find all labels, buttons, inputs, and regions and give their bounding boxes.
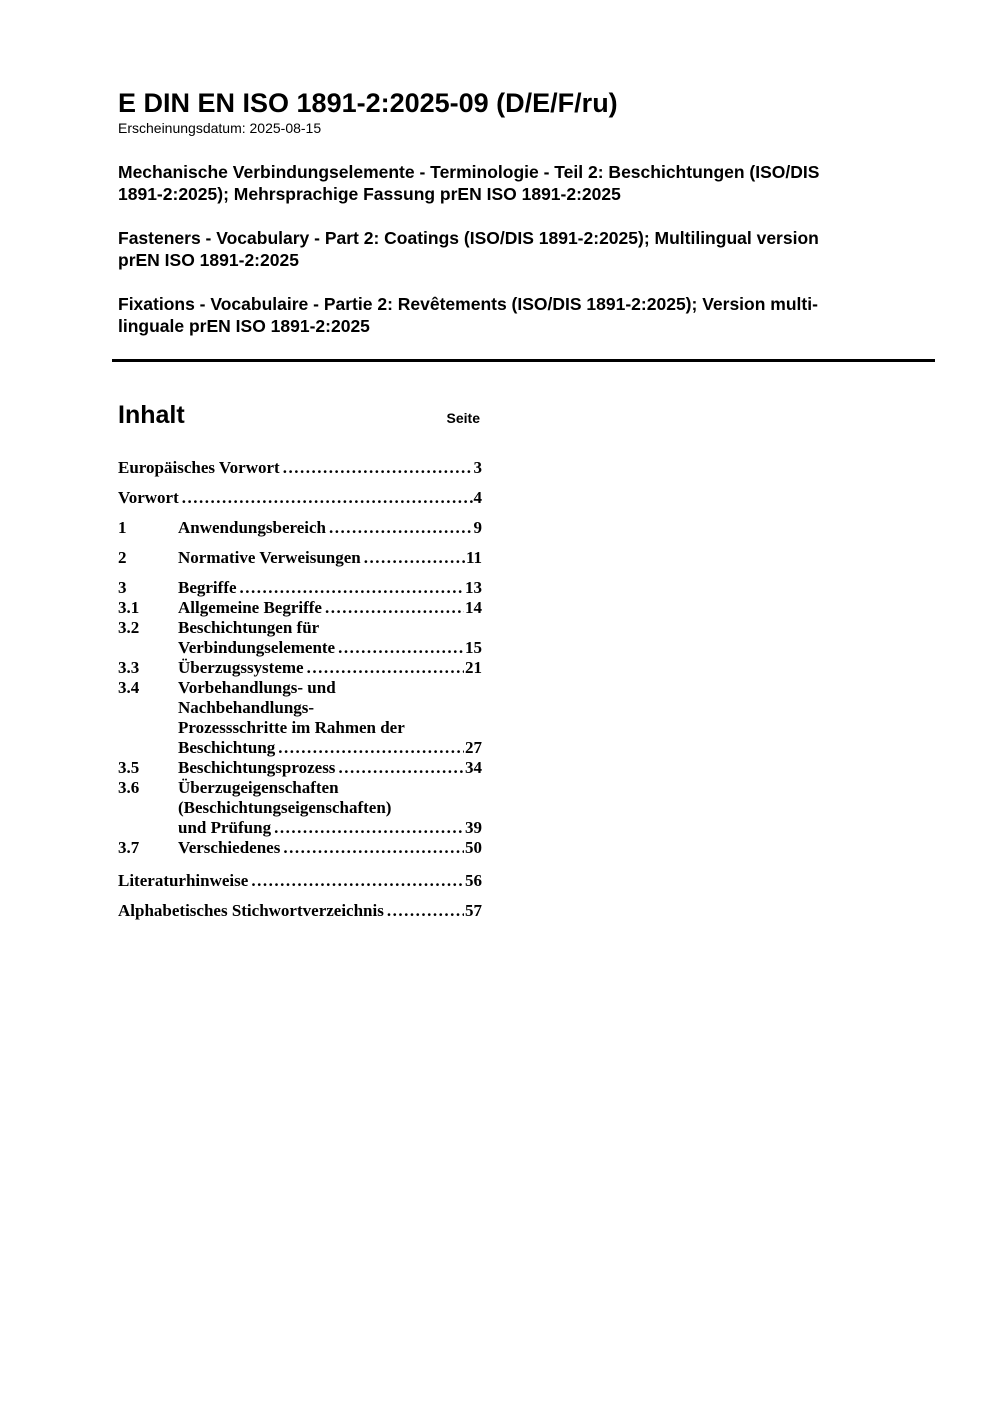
toc-entry-label: Verbindungselemente [178,638,336,657]
toc-entry-number: 3.3 [118,658,140,677]
contents-page-column-label: Seite [446,410,480,426]
toc-entry-line [178,618,482,638]
toc-entry-line [178,638,482,658]
title-french [118,293,936,337]
toc-entry [118,548,482,568]
toc-entry-label: Vorwort [118,488,179,507]
title-german-line-2: 1891-2:2025); Mehrsprachige Fassung prEN ISO 1891-2:2025 [118,184,621,204]
toc-entry [118,678,482,758]
toc-leader-dots [329,518,473,538]
toc-entry [118,658,482,678]
table-of-contents [118,401,482,921]
toc-entry-number: 3.2 [118,618,140,637]
toc-entry-line [178,718,482,738]
toc-entry-label: Beschichtung [178,738,276,757]
toc-entry [118,458,482,478]
toc-entry-line [178,758,482,778]
toc-leader-dots [387,901,464,921]
toc-page-number: 50 [465,838,482,857]
title-german [118,161,936,205]
toc-entry-line [178,578,482,598]
toc-entry-line [178,778,482,798]
toc-page-number: 34 [465,758,482,777]
toc-entry [118,578,482,598]
title-english [118,227,936,271]
toc-leader-dots [338,638,464,658]
toc-entry [118,518,482,538]
toc-entry [118,778,482,838]
toc-page-number: 3 [473,458,482,477]
toc-leader-dots [278,738,464,758]
title-english-line-1: Fasteners - Vocabulary - Part 2: Coatings (ISO/DIS 1891-2:2025); Multilingual version [118,228,819,248]
toc-page-number: 21 [465,658,482,677]
toc-page-number: 39 [465,818,482,837]
toc-leader-dots [307,658,464,678]
toc-entry-label: Alphabetisches Stichwortverzeichnis [118,901,384,920]
toc-entry-label: Überzugssysteme [178,658,304,677]
toc-entry-number: 3.4 [118,678,140,697]
toc-entry-label: Beschichtungen für [178,618,320,637]
toc-entry-line [118,488,482,508]
toc-entry [118,901,482,921]
toc-entry-label: Literaturhinweise [118,871,249,890]
toc-entry-label: Nachbehandlungs- [178,698,315,717]
toc-entry-label: Europäisches Vorwort [118,458,280,477]
toc-entry-line [118,871,482,891]
toc-entry-number: 2 [118,548,127,567]
toc-page-number: 57 [465,901,482,920]
contents-heading: Inhalt [118,401,185,429]
title-german-line-1: Mechanische Verbindungselemente - Terminologie - Teil 2: Beschichtungen (ISO/DIS [118,162,820,182]
toc-entry-label: (Beschichtungseigenschaften) [178,798,392,817]
toc-page-number: 14 [465,598,482,617]
toc-entry-label: und Prüfung [178,818,272,837]
toc-leader-dots [364,548,465,568]
title-english-line-2: prEN ISO 1891-2:2025 [118,250,299,270]
toc-entry-line [178,518,482,538]
toc-entry [118,598,482,618]
toc-page-number: 9 [473,518,482,537]
toc-entry-line [178,598,482,618]
toc-entry-line [178,838,482,858]
toc-entry [118,618,482,658]
toc-entry-label: Normative Verweisungen [178,548,361,567]
toc-entry-line [178,798,482,818]
toc-page-number: 15 [465,638,482,657]
publication-date: Erscheinungsdatum: 2025-08-15 [118,120,322,136]
toc-entry-line [178,818,482,838]
toc-entry-line [178,548,482,568]
toc-leader-dots [325,598,464,618]
toc-entry-number: 3.1 [118,598,140,617]
standard-number-title: E DIN EN ISO 1891-2:2025-09 (D/E/F/ru) [118,88,618,118]
toc-entry-label: Allgemeine Begriffe [178,598,322,617]
toc-entry-line [178,658,482,678]
title-french-line-2: linguale prEN ISO 1891-2:2025 [118,316,370,336]
toc-page-number: 11 [465,548,482,567]
toc-entry-number: 3 [118,578,127,597]
toc-entry-label: Vorbehandlungs- und [178,678,336,697]
toc-entry-label: Anwendungsbereich [178,518,326,537]
toc-leader-dots [182,488,473,508]
toc-entry-label: Beschichtungsprozess [178,758,336,777]
toc-entry-number: 3.6 [118,778,140,797]
toc-entry-label: Prozessschritte im Rahmen der [178,718,405,737]
toc-entry-label: Verschiedenes [178,838,281,857]
toc-entry [118,838,482,858]
toc-leader-dots [251,871,464,891]
toc-page-number: 4 [473,488,482,507]
toc-page-number: 56 [465,871,482,890]
toc-entry-label: Begriffe [178,578,237,597]
toc-entry-line [178,738,482,758]
header-divider-rule [112,359,935,362]
toc-entry-number: 3.7 [118,838,140,857]
toc-entry-line [178,698,482,718]
toc-list [118,458,482,921]
toc-entry-line [118,458,482,478]
toc-leader-dots [338,758,464,778]
toc-entry-line [118,901,482,921]
toc-entry [118,758,482,778]
toc-page-number: 13 [465,578,482,597]
toc-leader-dots [240,578,464,598]
title-french-line-1: Fixations - Vocabulaire - Partie 2: Revêtements (ISO/DIS 1891-2:2025); Version multi- [118,294,818,314]
toc-entry-line [178,678,482,698]
toc-entry [118,871,482,891]
toc-entry [118,488,482,508]
toc-entry-number: 3.5 [118,758,140,777]
toc-leader-dots [283,458,473,478]
toc-header [118,401,482,433]
toc-entry-label: Überzugeigenschaften [178,778,339,797]
toc-entry-number: 1 [118,518,127,537]
toc-leader-dots [274,818,464,838]
toc-leader-dots [283,838,464,858]
toc-page-number: 27 [465,738,482,757]
